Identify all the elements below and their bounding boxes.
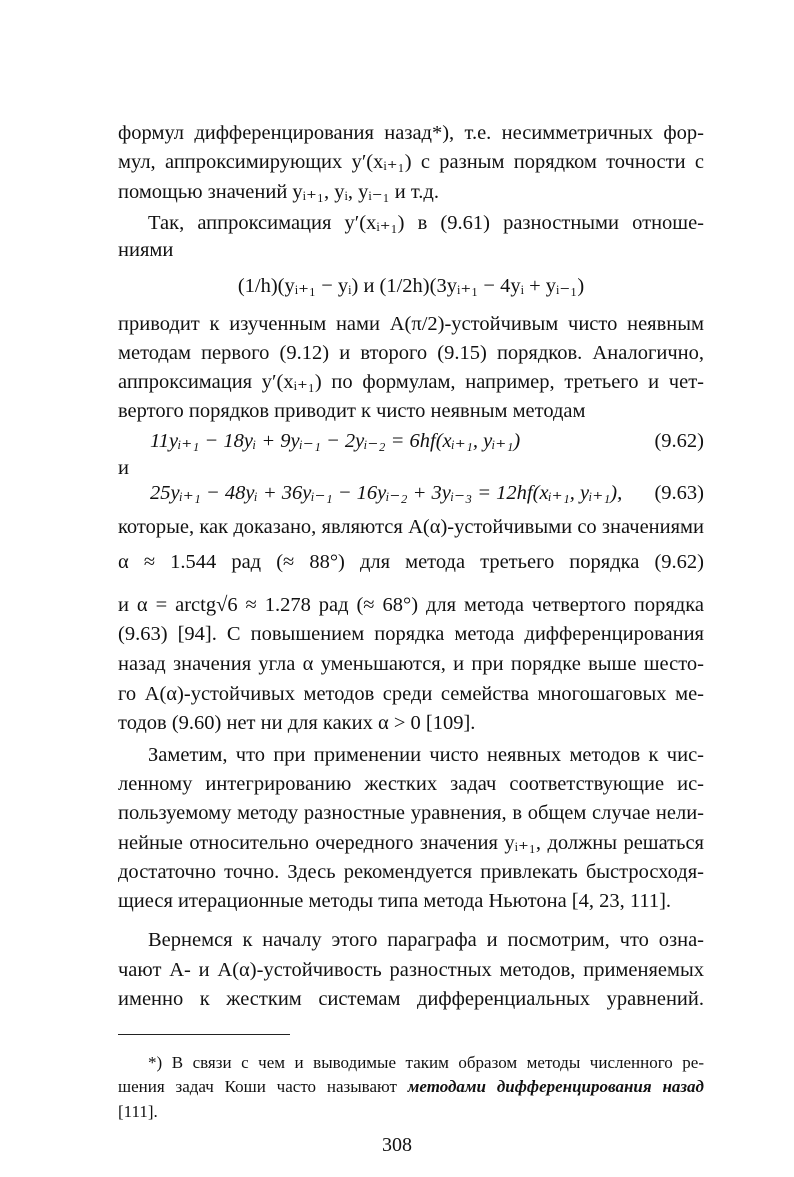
text-line [118,149,704,175]
footnote-emphasis: методами дифференцирования назад [407,1077,704,1096]
line-text: назад значения угла α уменьшаются, и при порядке выше шесто- [118,653,704,675]
line-text: помощью значений yᵢ₊₁, yᵢ, yᵢ₋₁ и т.д. [118,181,439,203]
text-line [118,311,704,337]
text-line [118,621,704,647]
text-line [118,237,704,263]
text-line [118,120,704,146]
line-text: 11yᵢ₊₁ − 18yᵢ + 9yᵢ₋₁ − 2yᵢ₋₂ = 6hf(xᵢ₊₁, yᵢ₊₁) [150,430,521,452]
line-text: Так, аппроксимация y′(xᵢ₊₁) в (9.61) разностными отноше- [148,212,704,234]
text-line [118,514,704,540]
line-text: ниями [118,239,174,261]
page-number: 308 [382,1134,412,1156]
text-line [118,398,704,424]
footnote-text: шения задач Коши часто называют [118,1077,408,1096]
line-text: 25yᵢ₊₁ − 48yᵢ + 36yᵢ₋₁ − 16yᵢ₋₂ + 3yᵢ₋₃ = 12hf(xᵢ₊₁, yᵢ₊₁), [150,482,623,504]
line-text: формул дифференцирования назад*), т.е. несимметричных фор- [118,122,704,144]
line-text: α ≈ 1.544 рад (≈ 88°) для метода третьего порядка (9.62) [118,551,704,573]
footnote-line: [111]. [118,1102,158,1121]
line-text: и α = arctg√6 ≈ 1.278 рад (≈ 68°) для метода четвертого порядка [118,594,704,616]
text-line [118,179,704,205]
text-line [118,651,704,677]
line-text: аппроксимация y′(xᵢ₊₁) по формулам, например, третьего и чет- [118,371,704,393]
line-text: приводит к изученным нами A(π/2)-устойчивым чисто неявным [118,313,704,335]
text-line [118,455,704,481]
formula-line [118,480,704,506]
text-line [118,830,704,856]
line-text: (9.63) [94]. С повышением порядка метода дифференцирования [118,623,704,645]
footnote-line: *) В связи с чем и выводимые таким образом методы численного ре- [148,1053,704,1072]
line-text: щиеся итерационные методы типа метода Ньютона [4, 23, 111]. [118,890,672,912]
text-line [118,369,704,395]
line-text: го A(α)-устойчивых методов среди семейства многошаговых ме- [118,683,704,705]
line-text: чают A- и A(α)-устойчивость разностных методов, применяемых [118,959,704,981]
equation-number: (9.63) [654,482,704,504]
line-text: (1/h)(yᵢ₊₁ − yᵢ) и (1/2h)(3yᵢ₊₁ − 4yᵢ + yᵢ₋₁) [237,275,585,297]
line-text: вертого порядков приводит к чисто неявным методам [118,400,586,422]
line-text: Вернемся к началу этого параграфа и посмотрим, что озна- [148,929,704,951]
text-line [118,859,704,885]
formula-line [118,273,704,299]
text-line [148,927,704,953]
text-line [118,957,704,983]
formula-line [118,428,704,454]
text-line [148,742,704,768]
line-text: именно к жестким системам дифференциальных уравнений. [118,988,704,1010]
line-text: методам первого (9.12) и второго (9.15) порядков. Аналогично, [118,342,704,364]
text-line [118,710,704,736]
line-text: которые, как доказано, являются A(α)-устойчивыми со значениями [118,516,704,538]
text-line [118,771,704,797]
line-text: нейные относительно очередного значения yᵢ₊₁, должны решаться [118,832,704,854]
footnote-line [118,1076,704,1098]
text-line [118,549,704,575]
equation-number: (9.62) [654,430,704,452]
line-text: ленному интегрированию жестких задач соответствующие ис- [118,773,704,795]
text-line [148,210,704,236]
line-text: тодов (9.60) нет ни для каких α > 0 [109]. [118,712,476,734]
line-text: мул, аппроксимирующих y′(xᵢ₊₁) с разным порядком точности с [118,151,704,173]
text-line [118,986,704,1012]
text-line [118,681,704,707]
line-text: пользуемому методу разностные уравнения, в общем случае нели- [118,802,704,824]
text-line [118,888,704,914]
line-text: Заметим, что при применении чисто неявных методов к чис- [148,744,704,766]
text-line [118,340,704,366]
text-line [118,800,704,826]
line-text: достаточно точно. Здесь рекомендуется привлекать быстросходя- [118,861,704,883]
line-text: и [118,457,129,479]
footnote-divider [118,1034,290,1035]
text-line [118,592,704,618]
